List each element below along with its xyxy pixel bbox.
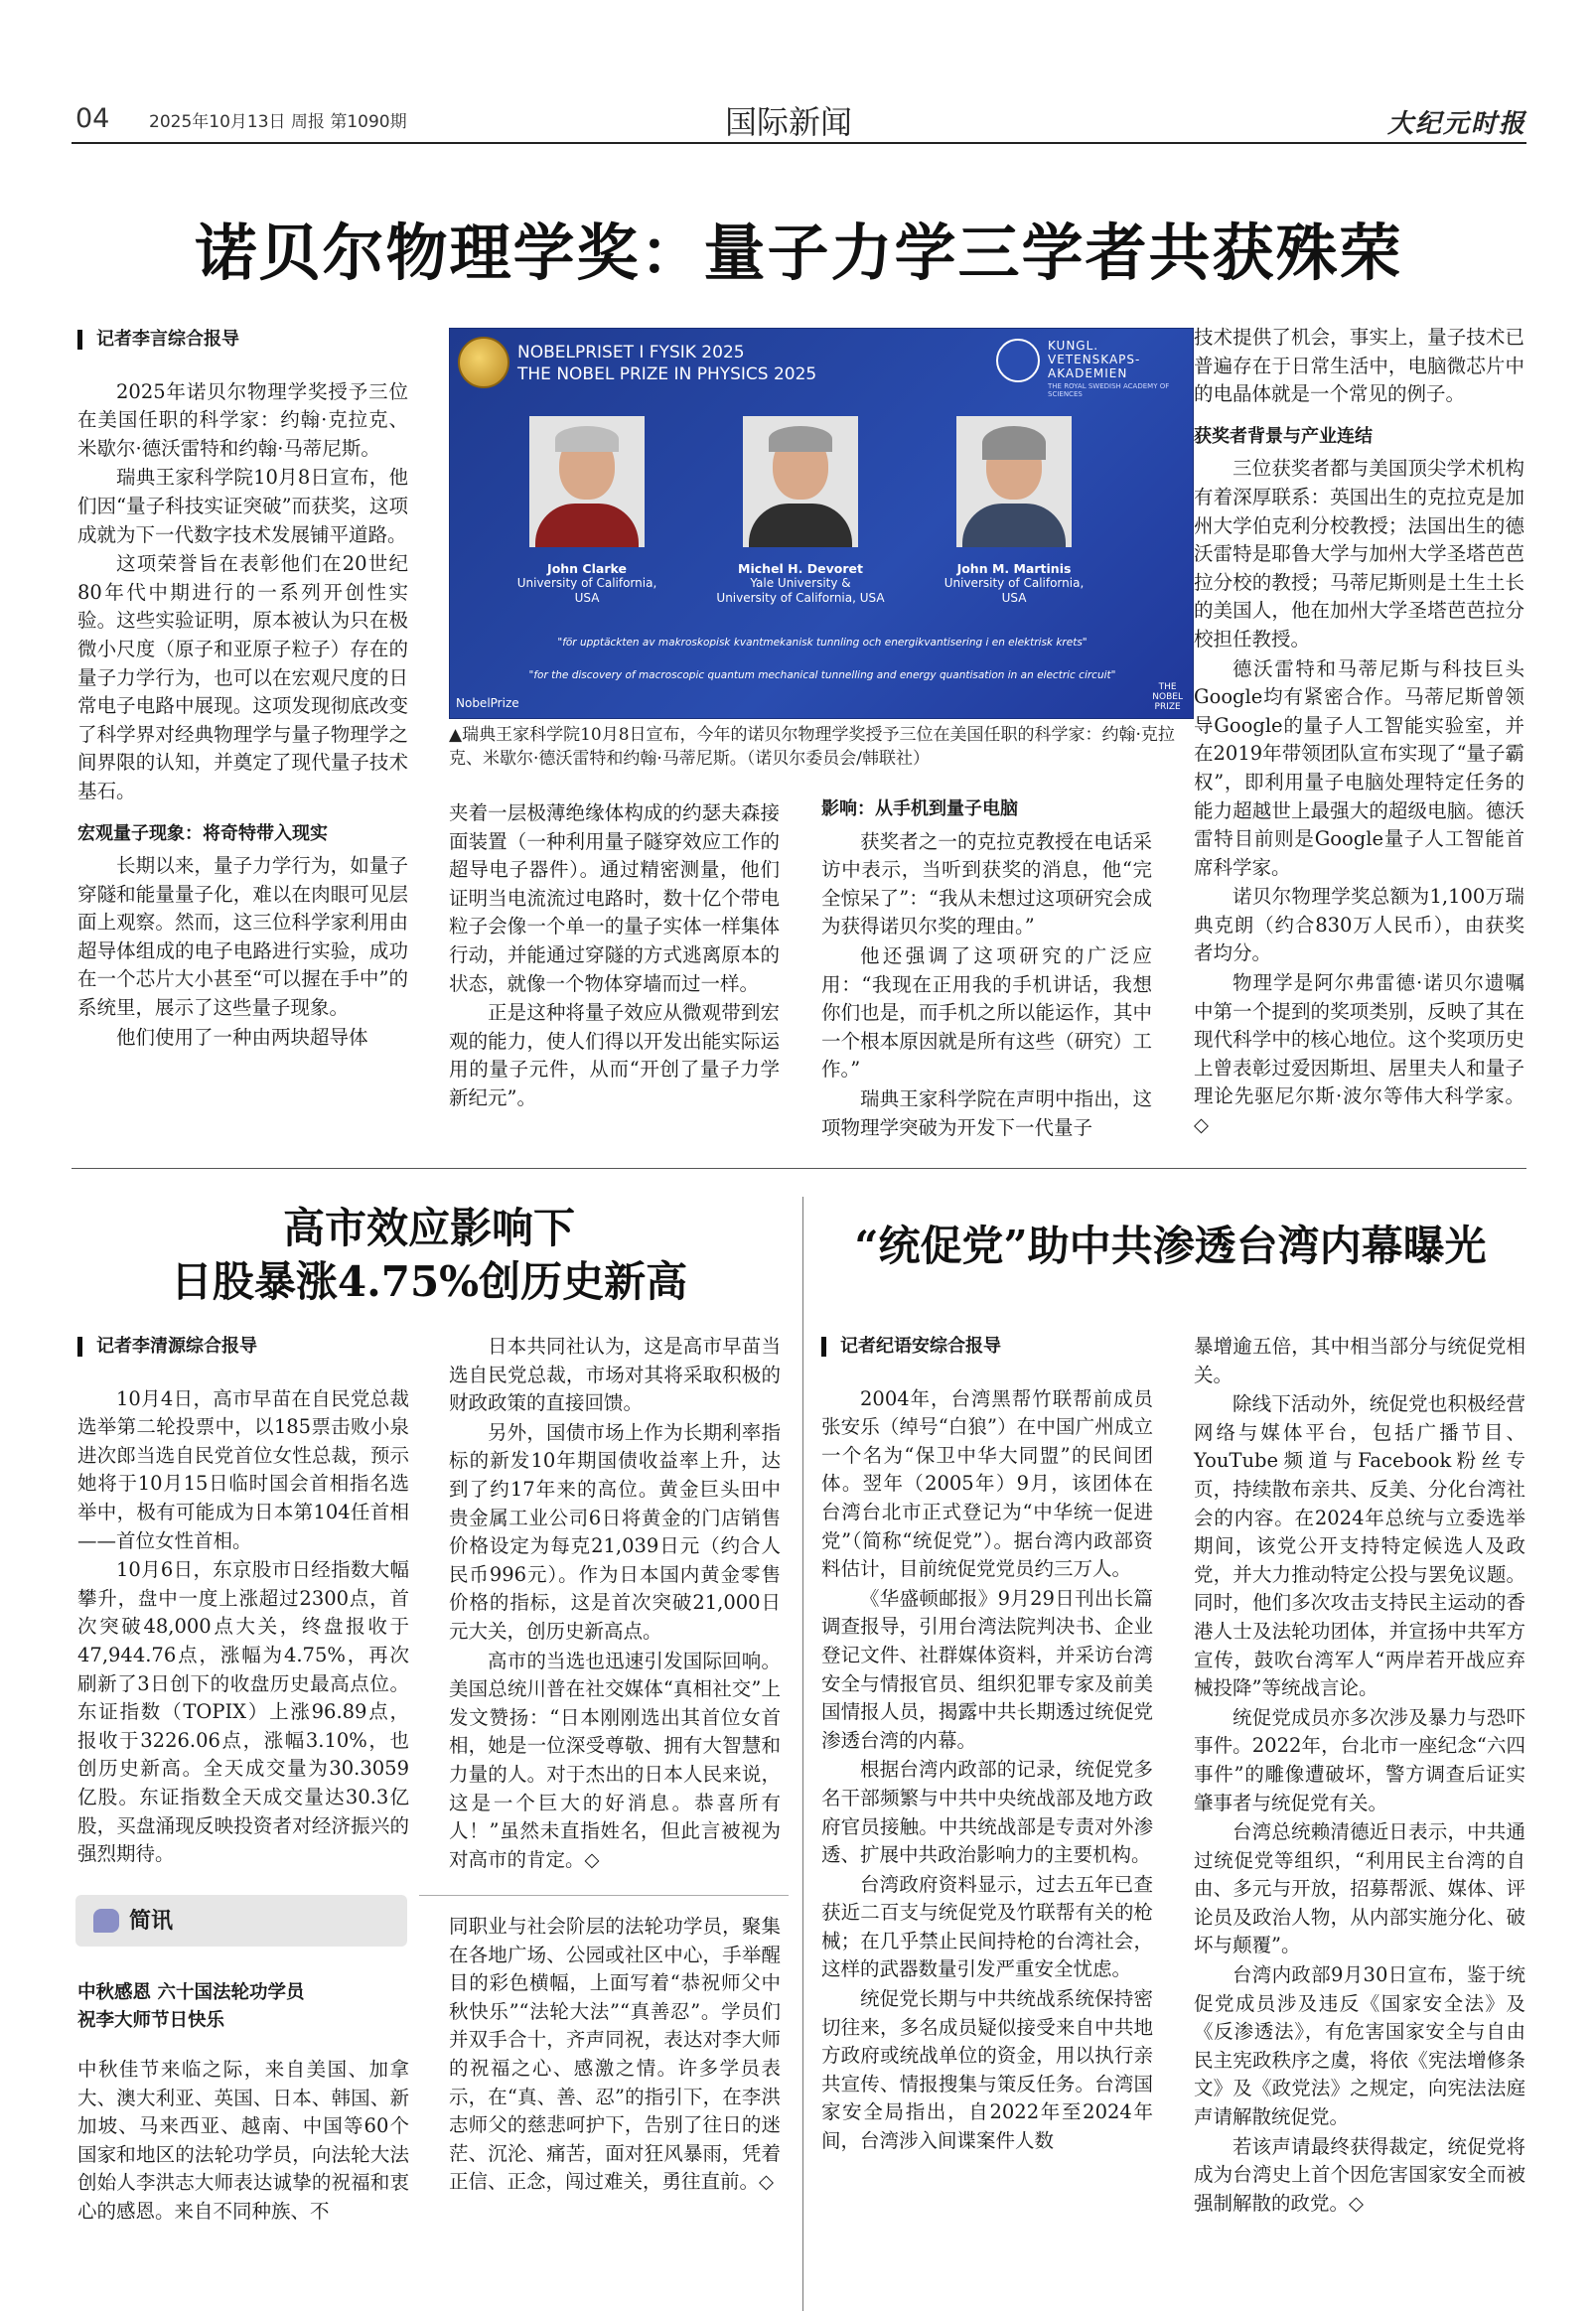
paragraph: 若该声请最终获得裁定，统促党将成为台湾史上首个因危害国家安全而被强制解散的政党。◇ [1194,2134,1525,2215]
byline-text: 记者纪语安综合报导 [840,1336,1001,1357]
newspaper-logo: 大纪元时报 [1386,109,1526,139]
laureate-label: John Clarke University of California, USA [516,561,657,605]
brief-column-1 [77,2056,409,2228]
byline-bar [821,1337,826,1357]
paragraph: 10月4日，高市早苗在自民党总裁选举第二轮投票中，以185票击败小泉进次郎当选自民党首位女性总裁，预示她将于10月15日临时国会首相指名选举中，极有可能成为日本第104任首相——首位女性首相。 [77,1386,409,1552]
paragraph: 日本共同社认为，这是高市早苗当选自民党总裁，市场对其将采取积极的财政政策的直接回馈。 [449,1335,781,1415]
taiwan-column-1 [821,1333,1153,2157]
nikkei-column-1 [77,1333,409,1870]
photo-title-en: THE NOBEL PRIZE IN PHYSICS 2025 [517,364,817,384]
issue-date: 2025年10月13日 周报 第1090期 [149,112,407,132]
portrait-john-clarke [529,416,645,547]
byline-text: 记者李清源综合报导 [96,1336,257,1357]
paragraph: 根据台湾内政部的记录，统促党多名干部频繁与中共中央统战部及地方政府官员接触。中共统战部是专责对外渗透、扩展中共政治影响力的主要机构。 [821,1758,1153,1867]
speech-bubble-icon [93,1909,119,1933]
laureate-label: Michel H. Devoret Yale University & University of California, USA [716,561,885,605]
article-taiwan-headline: “统促党”助中共渗透台湾内幕曝光 [854,1222,1487,1270]
nobel-column-2 [449,799,780,1114]
academy-seal-icon [996,339,1040,382]
subheading: 影响：从手机到量子电脑 [821,798,1018,819]
laureate-label: John M. Martinis University of California, USA [943,561,1085,605]
paragraph: 夹着一层极薄绝缘体构成的约瑟夫森接面装置（一种利用量子隧穿效应工作的超导电子器件）。通过精密测量，他们证明当电流流过电路时，数十亿个带电粒子会像一个单一的量子实体一样集体行动，并能通过穿隧的方式逃离原本的状态，就像一个物体穿墙而过一样。 [449,801,780,995]
portrait-michel-devoret [743,416,858,547]
nikkei-column-2 [449,1333,781,1875]
brief-rule [419,1895,789,1896]
nobelprize-credit: NobelPrize [456,696,519,710]
column-divider [802,1197,803,2311]
paragraph: 中秋佳节来临之际，来自美国、加拿大、澳大利亚、英国、日本、韩国、新加坡、马来西亚、越南、中国等60个国家和地区的法轮功学员，向法轮大法创始人李洪志大师表达诚挚的祝福和衷心的感恩。来自不同种族、不 [77,2058,409,2223]
paragraph: 正是这种将量子效应从微观带到宏观的能力，使人们得以开发出能实际运用的量子元件，从而“开创了量子力学新纪元”。 [449,1001,780,1109]
brief-column-2 [449,1913,781,2198]
nikkei-byline [77,1333,409,1362]
paragraph: 瑞典王家科学院10月8日宣布，他们因“量子科技实证突破”而获奖，这项成就为下一代数字技术发展铺平道路。 [77,466,408,546]
photo-title-sv: NOBELPRISET I FYSIK 2025 [517,343,745,362]
article-nobel-headline: 诺贝尔物理学奖：量子力学三学者共获殊荣 [195,217,1403,289]
paragraph: 高市的当选也迅速引发国际回响。美国总统川普在社交媒体“真相社交”上发文赞扬：“日本刚刚选出其首位女首相，她是一位深受尊敬、拥有大智慧和力量的人。对于杰出的日本人民来说，这是一个巨大的好消息。恭喜所有人！”虽然未直指姓名，但此言被视为对高市的肯定。◇ [449,1649,781,1871]
paragraph: 诺贝尔物理学奖总额为1,100万瑞典克朗（约合830万人民币），由获奖者均分。 [1194,885,1524,965]
photo-caption: ▲瑞典王家科学院10月8日宣布，今年的诺贝尔物理学奖授予三位在美国任职的科学家：约翰·克拉克、米歇尔·德沃雷特和约翰·马蒂尼斯。（诺贝尔委员会/韩联社） [449,725,1175,769]
byline-text: 记者李言综合报导 [96,329,239,350]
article-nikkei-headline: 高市效应影响下 日股暴涨4.75%创历史新高 [170,1204,688,1306]
paragraph: 2025年诺贝尔物理学奖授予三位在美国任职的科学家：约翰·克拉克、米歇尔·德沃雷特和约翰·马蒂尼斯。 [77,379,408,460]
paragraph: 他们使用了一种由两块超导体 [116,1025,368,1049]
byline-bar [77,330,82,350]
paragraph: 统促党成员亦多次涉及暴力与恐吓事件。2022年，台北市一座纪念“六四事件”的雕像遭破坏，警方调查后证实肇事者与统促党有关。 [1194,1705,1525,1814]
paragraph: 三位获奖者都与美国顶尖学术机构有着深厚联系：英国出生的克拉克是加州大学伯克利分校教授；法国出生的德沃雷特是耶鲁大学与加州大学圣塔芭芭拉分校的教授；马蒂尼斯则是土生土长的美国人，他在加州大学圣塔芭芭拉分校担任教授。 [1194,457,1524,650]
header-rule [72,142,1526,144]
brief-header-box [75,1895,407,1947]
taiwan-column-2 [1194,1333,1525,2219]
paragraph: 他还强调了这项研究的广泛应用：“我现在正用我的手机讲话，我想你们也是，而手机之所以能运作，其中一个根本原因就是所有这些（研究）工作。” [821,943,1152,1082]
academy-name: KUNGL. VETENSKAPS- AKADEMIEN [1048,339,1141,380]
nobel-laureates-photo [449,328,1194,719]
nobel-byline [77,326,408,355]
nobel-column-1 [77,326,408,1053]
paragraph: 同职业与社会阶层的法轮功学员，聚集在各地广场、公园或社区中心，手举醒目的彩色横幅，上面写着“恭祝师父中秋快乐”“法轮大法”“真善忍”。学员们并双手合十，齐声同祝，表达对李大师的祝福之心、感激之情。许多学员表示，在“真、善、忍”的指引下，在李洪志师父的慈悲呵护下，告别了往日的迷茫、沉沦、痛苦，面对狂风暴雨，凭着正信、正念，闯过难关，勇往直前。◇ [449,1915,781,2194]
page-number: 04 [75,103,110,134]
paragraph: 获奖者之一的克拉克教授在电话采访中表示，当听到获奖的消息，他“完全惊呆了”：“我从未想过这项研究会成为获得诺贝尔奖的理由。” [821,829,1152,939]
subheading: 获奖者背景与产业连结 [1194,425,1373,447]
paragraph: 10月6日，东京股市日经指数大幅攀升，盘中一度上涨超过2300点，首次突破48,000点大关，终盘报收于47,944.76点，涨幅为4.75%，再次刷新了3日创下的收盘历史最高点位。东证指数（TOPIX）上涨96.89点，报收于3226.06点，涨幅3.10%，也创历史新高。全天成交量为30.3059亿股。东证指数全天成交量达30.3亿股，买盘涌现反映投资者对经济振兴的强烈期待。 [77,1558,409,1866]
paragraph: 长期以来，量子力学行为，如量子穿隧和能量量子化，难以在肉眼可见层面上观察。然而，这三位科学家利用由超导体组成的电子电路进行实验，成功在一个芯片大小甚至“可以握在手中”的系统里，展示了这些量子现象。 [77,854,408,1020]
subheading: 宏观量子现象：将奇特带入现实 [77,822,328,844]
nobel-column-3 [821,792,1152,1143]
paragraph: 《华盛顿邮报》9月29日刊出长篇调查报导，引用台湾法院判决书、企业登记文件、社群媒体资料，并采访台湾安全与情报官员、组织犯罪专家及前美国情报人员，揭露中共长期透过统促党渗透台湾的内幕。 [821,1586,1153,1752]
academy-subtitle: THE ROYAL SWEDISH ACADEMY OF SCIENCES [1048,382,1170,398]
portrait-john-martinis [956,416,1072,547]
paragraph: 台湾总统赖清德近日表示，中共通过统促党等组织，“利用民主台湾的自由、多元与开放，招募帮派、媒体、评论员及政治人物，从内部实施分化、破坏与颠覆”。 [1194,1820,1525,1957]
citation-en: "for the discovery of macroscopic quantum mechanical tunnelling and energy quantisation in an electric circuit" [528,669,1116,681]
nobel-prize-mark: THE NOBEL PRIZE [1152,682,1183,712]
citation-sv: "för upptäckten av makroskopisk kvantmekanisk tunnling och energikvantisering i en elektrisk krets" [557,637,1088,649]
paragraph: 瑞典王家科学院在声明中指出，这项物理学突破为开发下一代量子 [821,1086,1152,1139]
brief-headline: 中秋感恩 六十国法轮功学员 祝李大师节日快乐 [77,1982,305,2031]
byline-bar [77,1337,82,1357]
paragraph: 除线下活动外，统促党也积极经营网络与媒体平台，包括广播节目、YouTube频道与Facebook粉丝专页，持续散布亲共、反美、分化台湾社会的内容。在2024年总统与立委选举期间，该党公开支持特定候选人及政党，并大力推动特定公投与罢免议题。同时，他们多次攻击支持民主运动的香港人士及法轮功团体，并宣扬中共军方宣传，鼓吹台湾军人“两岸若开战应弃械投降”等统战言论。 [1194,1392,1525,1700]
taiwan-byline [821,1333,1153,1362]
paragraph: 德沃雷特和马蒂尼斯与科技巨头Google均有紧密合作。马蒂尼斯曾领导Google的量子人工智能实验室，并在2019年带领团队宣布实现了“量子霸权”，即利用量子电脑处理特定任务的能力超越世上最强大的超级电脑。德沃雷特目前则是Google量子人工智能首席科学家。 [1194,656,1524,879]
paragraph: 技术提供了机会，事实上，量子技术已普遍存在于日常生活中，电脑微芯片中的电晶体就是一个常见的例子。 [1194,326,1524,406]
nobel-column-4 [1194,324,1524,1141]
nobel-medal-icon [458,337,509,388]
brief-label: 简讯 [129,1909,174,1934]
paragraph: 统促党长期与中共统战系统保持密切往来，多名成员疑似接受来自中共地方政府或统战单位的资金，用以执行亲共宣传、情报搜集与策反任务。台湾国家安全局指出，自2022年至2024年间，台湾涉入间谍案件人数 [821,1987,1153,2153]
paragraph: 台湾政府资料显示，过去五年已查获近二百支与统促党及竹联帮有关的枪械；在几乎禁止民间持枪的台湾社会，这样的武器数量引发严重安全忧虑。 [821,1872,1153,1981]
paragraph: 另外，国债市场上作为长期利率指标的新发10年期国债收益率上升，达到了约17年来的高位。黄金巨头田中贵金属工业公司6日将黄金的门店销售价格设定为每克21,039日元（约合人民币996元）。作为日本国内黄金零售价格的指标，这是首次突破21,000日元大关，创历史新高点。 [449,1420,781,1643]
paragraph: 这项荣誉旨在表彰他们在20世纪80年代中期进行的一系列开创性实验。这些实验证明，原本被认为只在极微小尺度（原子和亚原子粒子）存在的量子力学行为，也可以在宏观尺度的日常电子电路中展现。这项发现彻底改变了科学界对经典物理学与量子物理学之间界限的认知，并奠定了现代量子技术基石。 [77,552,408,802]
section-title: 国际新闻 [725,103,853,141]
paragraph: 物理学是阿尔弗雷德·诺贝尔遗嘱中第一个提到的奖项类别，反映了其在现代科学中的核心地位。这个奖项历史上曾表彰过爱因斯坦、居里夫人和量子理论先驱尼尔斯·波尔等伟大科学家。◇ [1194,971,1524,1137]
paragraph: 暴增逾五倍，其中相当部分与统促党相关。 [1194,1335,1525,1386]
paragraph: 台湾内政部9月30日宣布，鉴于统促党成员涉及违反《国家安全法》及《反渗透法》，有危害国家安全与自由民主宪政秩序之虞，将依《宪法增修条文》及《政党法》之规定，向宪法法庭声请解散统促党。 [1194,1963,1525,2129]
paragraph: 2004年，台湾黑帮竹联帮前成员张安乐（绰号“白狼”）在中国广州成立一个名为“保卫中华大同盟”的民间团体。翌年（2005年）9月，该团体在台湾台北市正式登记为“中华统一促进党”（简称“统促党”）。据台湾内政部资料估计，目前统促党党员约三万人。 [821,1386,1153,1581]
section-divider [72,1168,1526,1169]
